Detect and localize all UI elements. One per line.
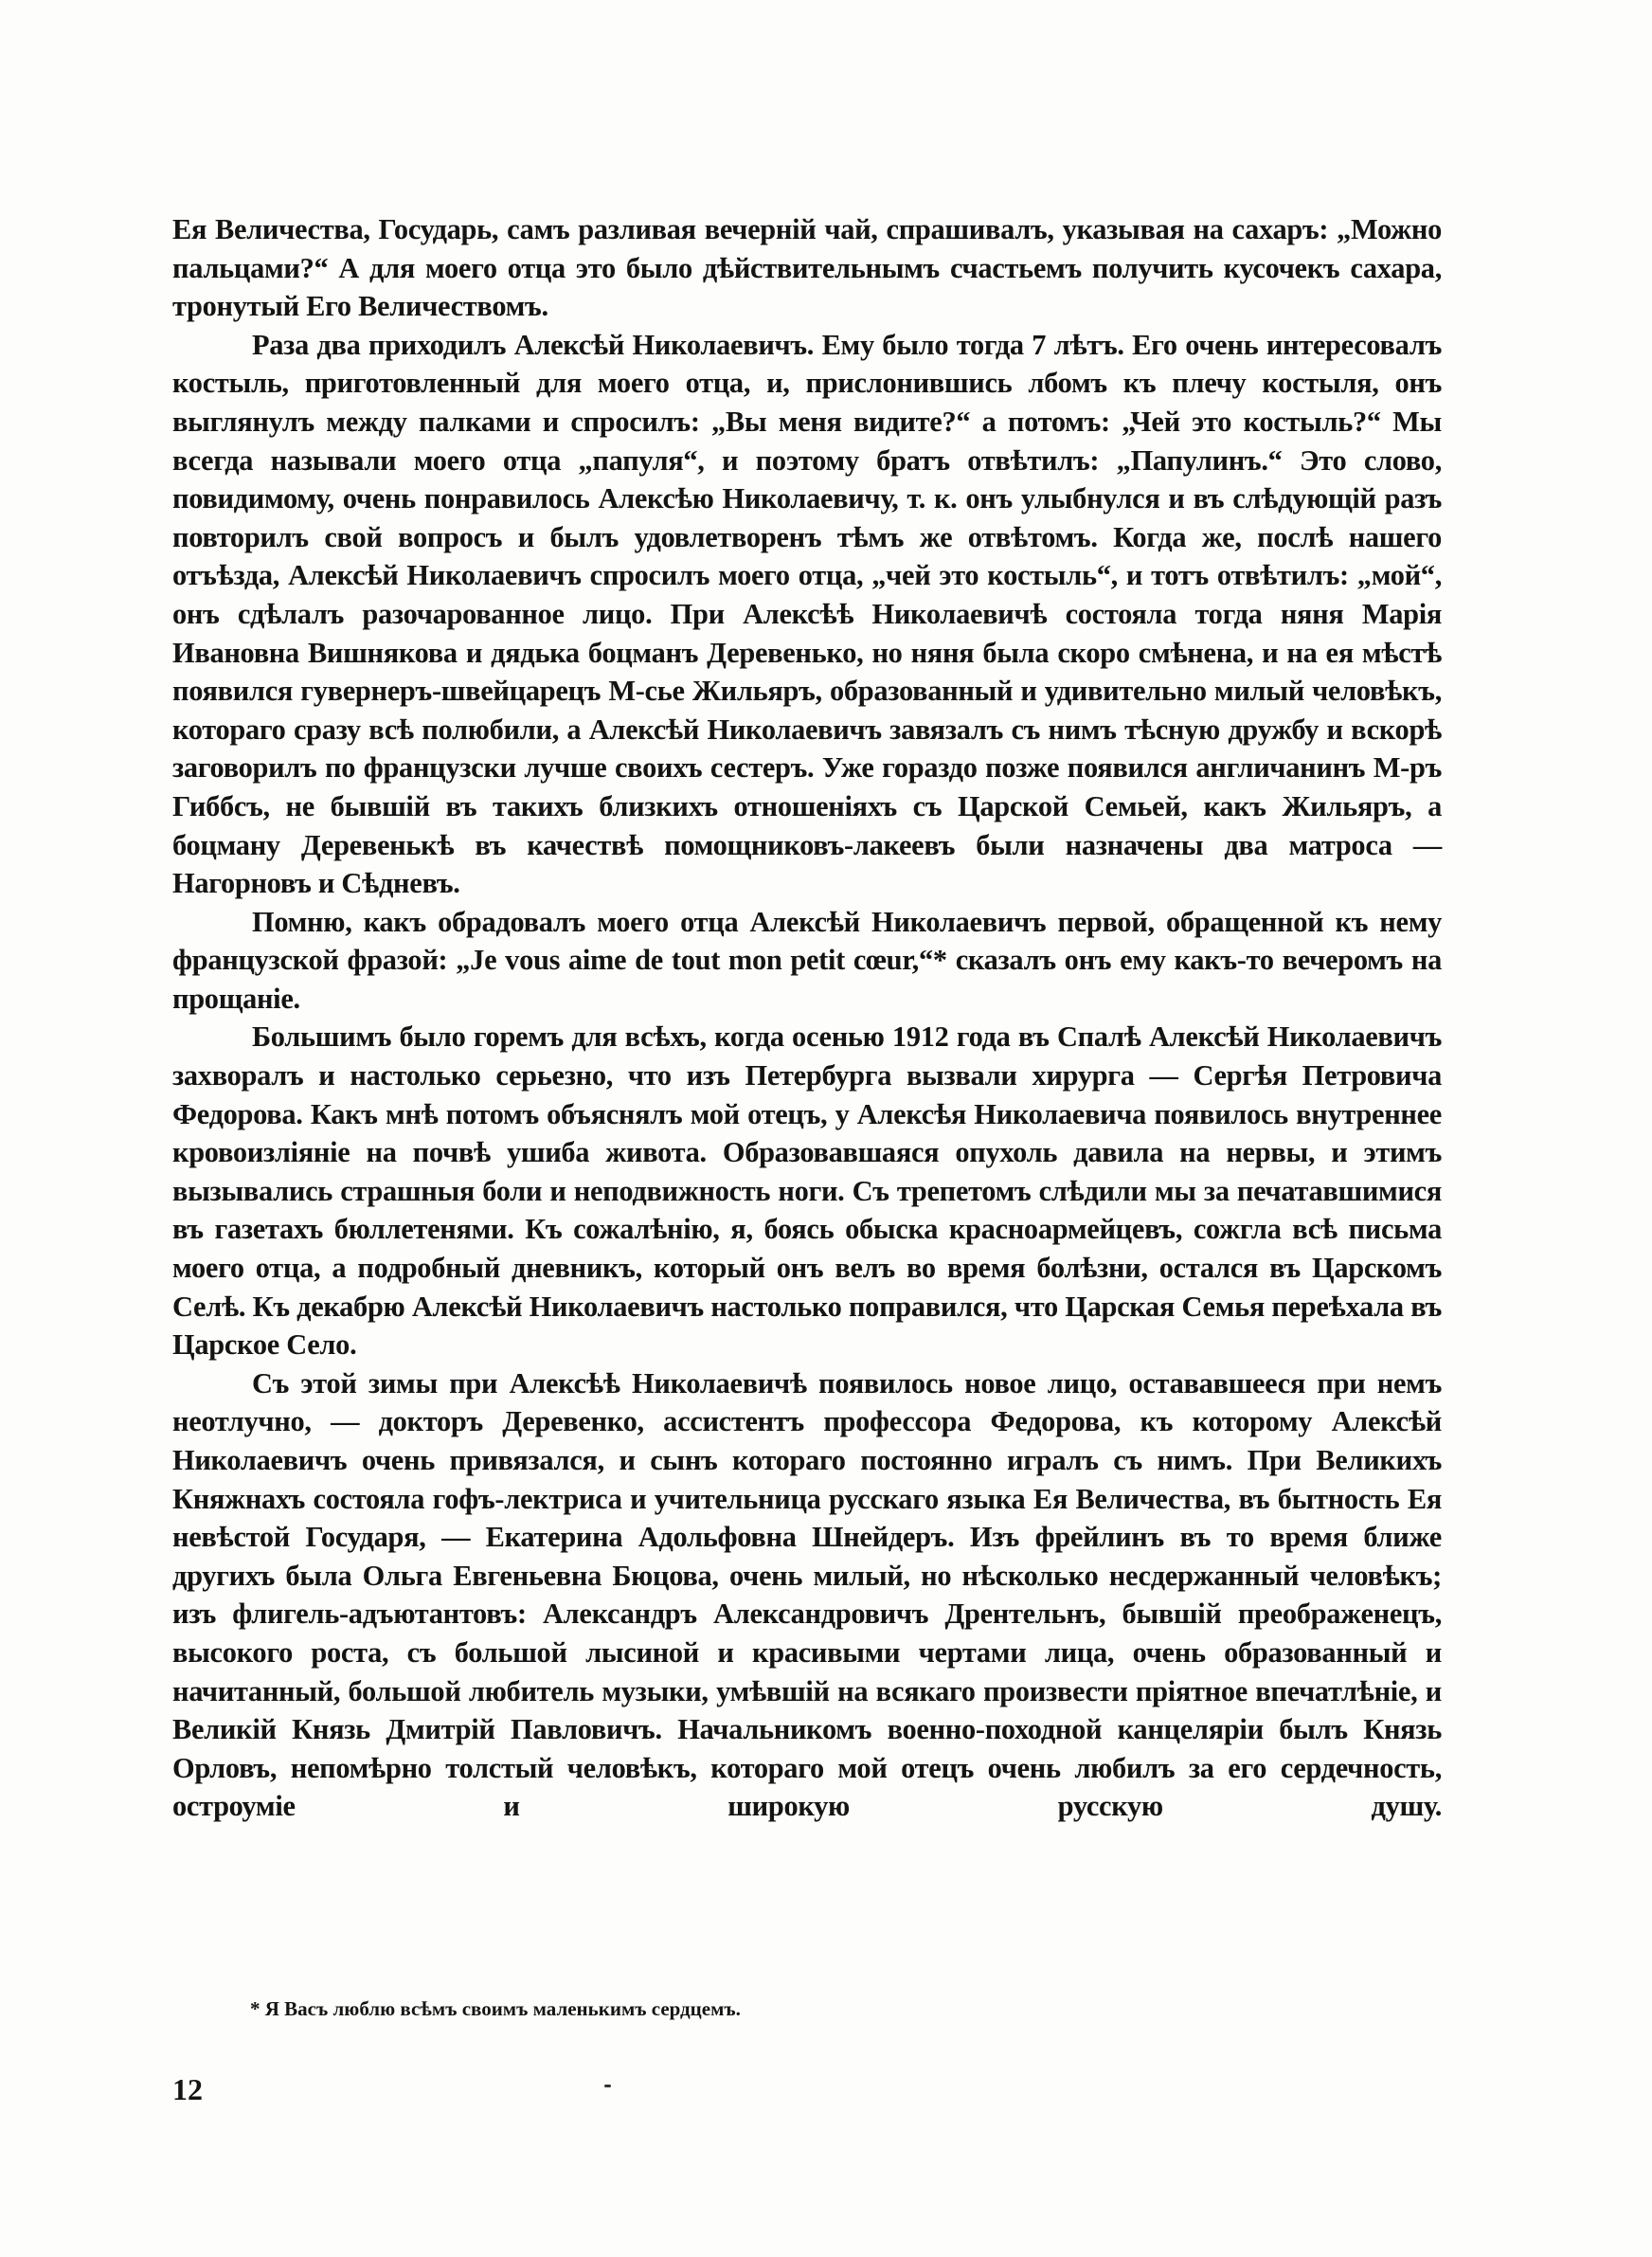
page-body-text [172,210,1442,1826]
paragraph-spala-illness: Большимъ было горемъ для всѣхъ, когда осенью 1912 года въ Спалѣ Алексѣй Николаевичъ захворалъ и настолько серьезно, что изъ Петербурга вызвали хирурга — Сергѣя Петровича Федорова. Какъ мнѣ потомъ объяснялъ мой отецъ, у Алексѣя Николаевича появилось внутреннее кровоизліяніе на почвѣ ушиба живота. Образовавшаяся опухоль давила на нервы, и этимъ вызывались страшныя боли и неподвижность ноги. Съ трепетомъ слѣдили мы за печатавшимися въ газетахъ бюллетенями. Къ сожалѣнію, я, боясь обыска красноармейцевъ, сожгла всѣ письма моего отца, а подробный дневникъ, который онъ велъ во время болѣзни, остался въ Царскомъ Селѣ. Къ декабрю Алексѣй Николаевичъ настолько поправился, что Царская Семья переѣхала въ Царское Село. [172,1020,1442,1362]
paragraph-french-phrase: Помню, какъ обрадовалъ моего отца Алексѣй Николаевичъ первой, обращенной къ нему французской фразой: „Je vous aime de tout mon petit cœur,“* сказалъ онъ ему какъ-то вечеромъ на прощаніе. [172,905,1442,1015]
page-number: 12 [172,2072,203,2106]
footnote: * Я Васъ люблю всѣмъ своимъ маленькимъ сердцемъ. [250,1997,741,2020]
paragraph-continued: Ея Величества, Государь, самъ разливая вечерній чай, спрашивалъ, указывая на сахаръ: „Можно пальцами?“ А для моего отца это было дѣйствительнымъ счастьемъ получить кусочекъ сахара, тронутый Его Величествомъ. [172,213,1442,323]
paragraph-new-faces: Съ этой зимы при Алексѣѣ Николаевичѣ появилось новое лицо, остававшееся при немъ неотлучно, — докторъ Деревенко, ассистентъ профессора Федорова, къ которому Алексѣй Николаевичъ очень привязался, и сынъ котораго постоянно игралъ съ нимъ. При Великихъ Княжнахъ состояла гофъ-лектриса и учительница русскаго языка Ея Величества, въ бытность Ея невѣстой Государя, — Екатерина Адольфовна Шнейдеръ. Изъ фрейлинъ въ то время ближе другихъ была Ольга Евгеньевна Бюцова, очень милый, но нѣсколько несдержанный человѣкъ; изъ флигель-адъютантовъ: Александръ Александровичъ Дрентельнъ, бывшій преображенецъ, высокого роста, съ большой лысиной и красивыми чертами лица, очень образованный и начитанный, большой любитель музыки, умѣвшій на всякаго произвести пріятное впечатлѣніе, и Великій Князь Дмитрій Павловичъ. Начальникомъ военно-походной канцеляріи былъ Князь Орловъ, непомѣрно толстый человѣкъ, котораго мой отецъ очень любилъ за его сердечность, остроуміе и широкую русскую душу. [172,1366,1442,1823]
ink-speck [604,2085,611,2087]
paragraph-crutch-story: Раза два приходилъ Алексѣй Николаевичъ. Ему было тогда 7 лѣтъ. Его очень интересовалъ костыль, приготовленный для моего отца, и, прислонившись лбомъ къ плечу костыля, онъ выглянулъ между палками и спросилъ: „Вы меня видите?“ а потомъ: „Чей это костыль?“ Мы всегда называли моего отца „папуля“, и поэтому братъ отвѣтилъ: „Папулинъ.“ Это слово, повидимому, очень понравилось Алексѣю Николаевичу, т. к. онъ улыбнулся и въ слѣдующій разъ повторилъ свой вопросъ и былъ удовлетворенъ тѣмъ же отвѣтомъ. Когда же, послѣ нашего отъѣзда, Алексѣй Николаевичъ спросилъ моего отца, „чей это костыль“, и тотъ отвѣтилъ: „мой“, онъ сдѣлалъ разочарованное лицо. При Алексѣѣ Николаевичѣ состояла тогда няня Марія Ивановна Вишнякова и дядька боцманъ Деревенько, но няня была скоро смѣнена, и на ея мѣстѣ появился гувернеръ-швейцарецъ М-сье Жильяръ, образованный и удивительно милый человѣкъ, котораго сразу всѣ полюбили, а Алексѣй Николаевичъ завязалъ съ нимъ тѣсную дружбу и вскорѣ заговорилъ по французски лучше своихъ сестеръ. Уже гораздо позже появился англичанинъ М-ръ Гиббсъ, не бывшій въ такихъ близкихъ отношеніяхъ съ Царской Семьей, какъ Жильяръ, а боцману Деревенькѣ въ качествѣ помощниковъ-лакеевъ были назначены два матроса — Нагорновъ и Сѣдневъ. [172,328,1442,900]
